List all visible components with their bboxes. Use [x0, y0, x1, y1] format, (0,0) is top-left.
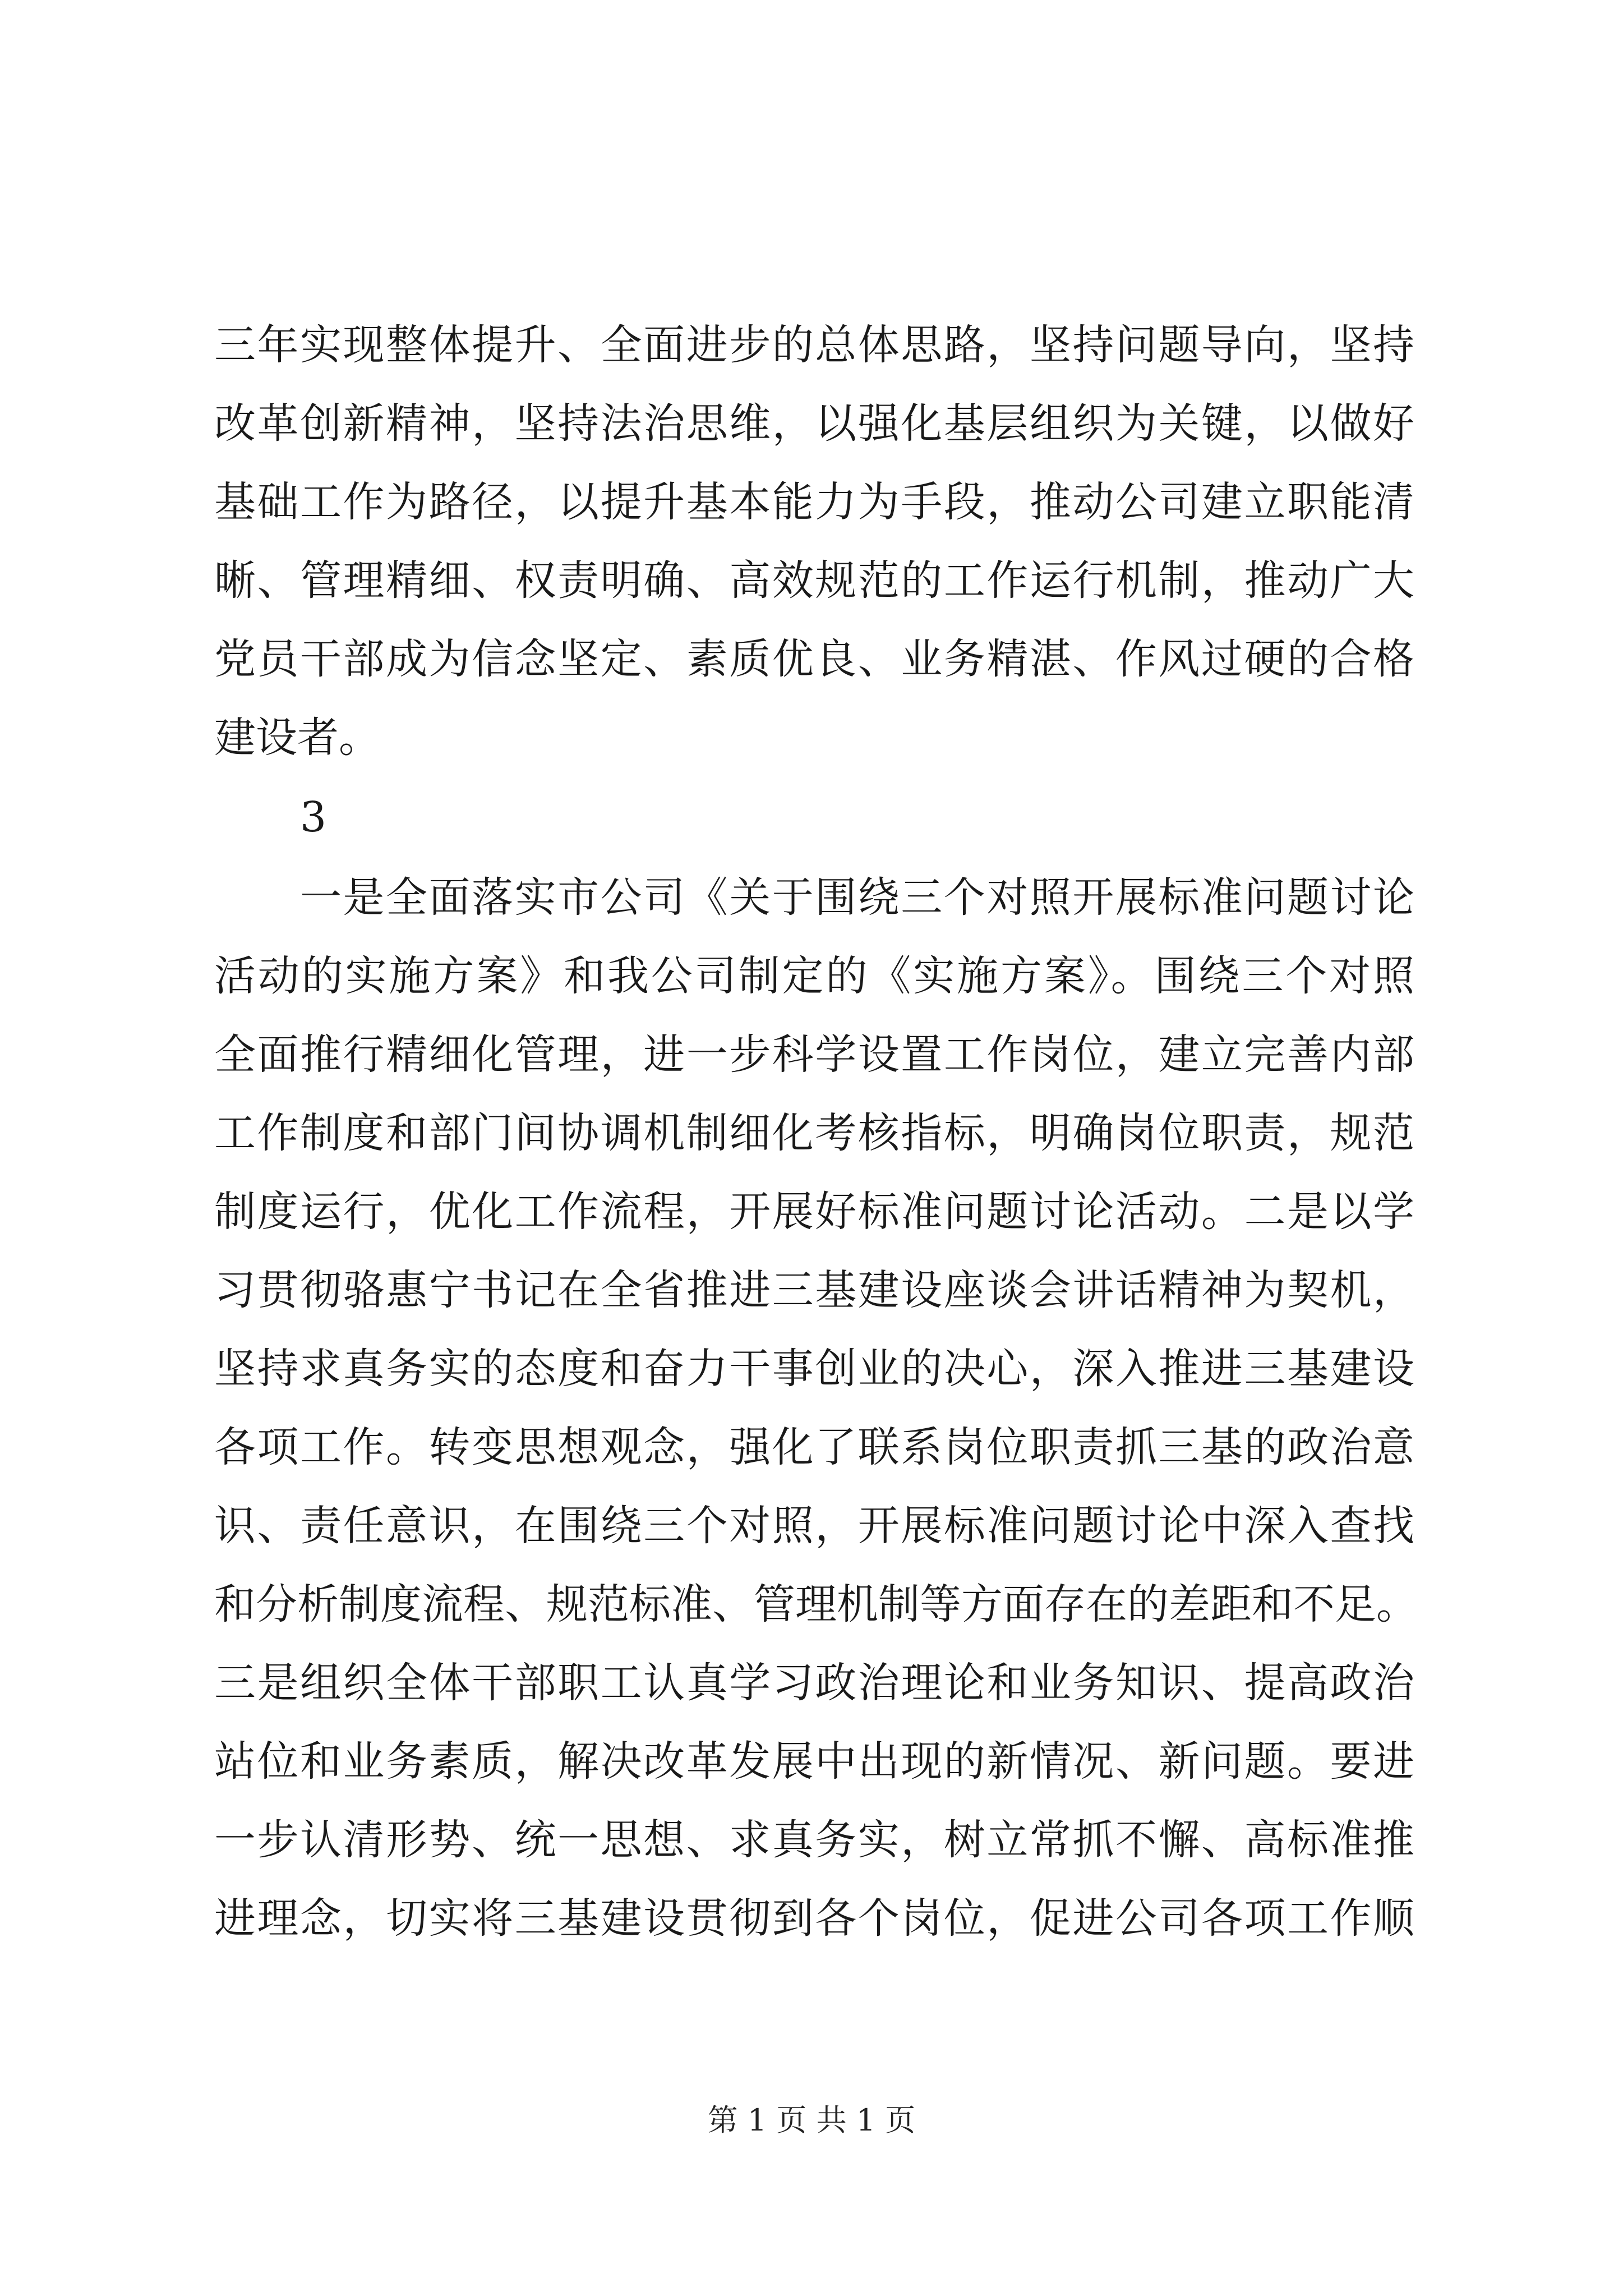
text-line: 改革创新精神，坚持法治思维，以强化基层组织为关键，以做好 [214, 399, 1414, 448]
text-line: 坚持求真务实的态度和奋力干事创业的决心，深入推进三基建设 [214, 1345, 1414, 1393]
text-line: 党员干部成为信念坚定、素质优良、业务精湛、作风过硬的合格 [214, 635, 1414, 683]
section-number: 3 [300, 793, 327, 841]
text-line: 全面推行精细化管理，进一步科学设置工作岗位，建立完善内部 [214, 1030, 1414, 1079]
page-footer: 第 1 页 共 1 页 [707, 2102, 916, 2138]
text-line: 建设者。 [214, 714, 380, 762]
text-line: 一是全面落实市公司《关于围绕三个对照开展标准问题讨论 [300, 873, 1414, 922]
text-line: 三年实现整体提升、全面进步的总体思路，坚持问题导向，坚持 [214, 321, 1414, 369]
text-line: 活动的实施方案》和我公司制定的《实施方案》。围绕三个对照 [214, 952, 1414, 1000]
text-line: 制度运行，优化工作流程，开展好标准问题讨论活动。二是以学 [214, 1188, 1414, 1236]
text-line: 一步认清形势、统一思想、求真务实，树立常抓不懈、高标准推 [214, 1816, 1414, 1864]
text-line: 站位和业务素质，解决改革发展中出现的新情况、新问题。要进 [214, 1737, 1414, 1786]
text-line: 晰、管理精细、权责明确、高效规范的工作运行机制，推动广大 [214, 556, 1414, 605]
text-line: 和分析制度流程、规范标准、管理机制等方面存在的差距和不足。 [214, 1580, 1418, 1628]
text-line: 三是组织全体干部职工认真学习政治理论和业务知识、提高政治 [214, 1659, 1414, 1707]
text-line: 识、责任意识，在围绕三个对照，开展标准问题讨论中深入查找 [214, 1502, 1414, 1550]
text-line: 进理念，切实将三基建设贯彻到各个岗位，促进公司各项工作顺 [214, 1894, 1414, 1943]
text-line: 习贯彻骆惠宁书记在全省推进三基建设座谈会讲话精神为契机， [214, 1266, 1414, 1314]
text-line: 各项工作。转变思想观念，强化了联系岗位职责抓三基的政治意 [214, 1423, 1414, 1471]
text-line: 工作制度和部门间协调机制细化考核指标，明确岗位职责，规范 [214, 1109, 1414, 1157]
text-line: 基础工作为路径，以提升基本能力为手段，推动公司建立职能清 [214, 478, 1414, 526]
